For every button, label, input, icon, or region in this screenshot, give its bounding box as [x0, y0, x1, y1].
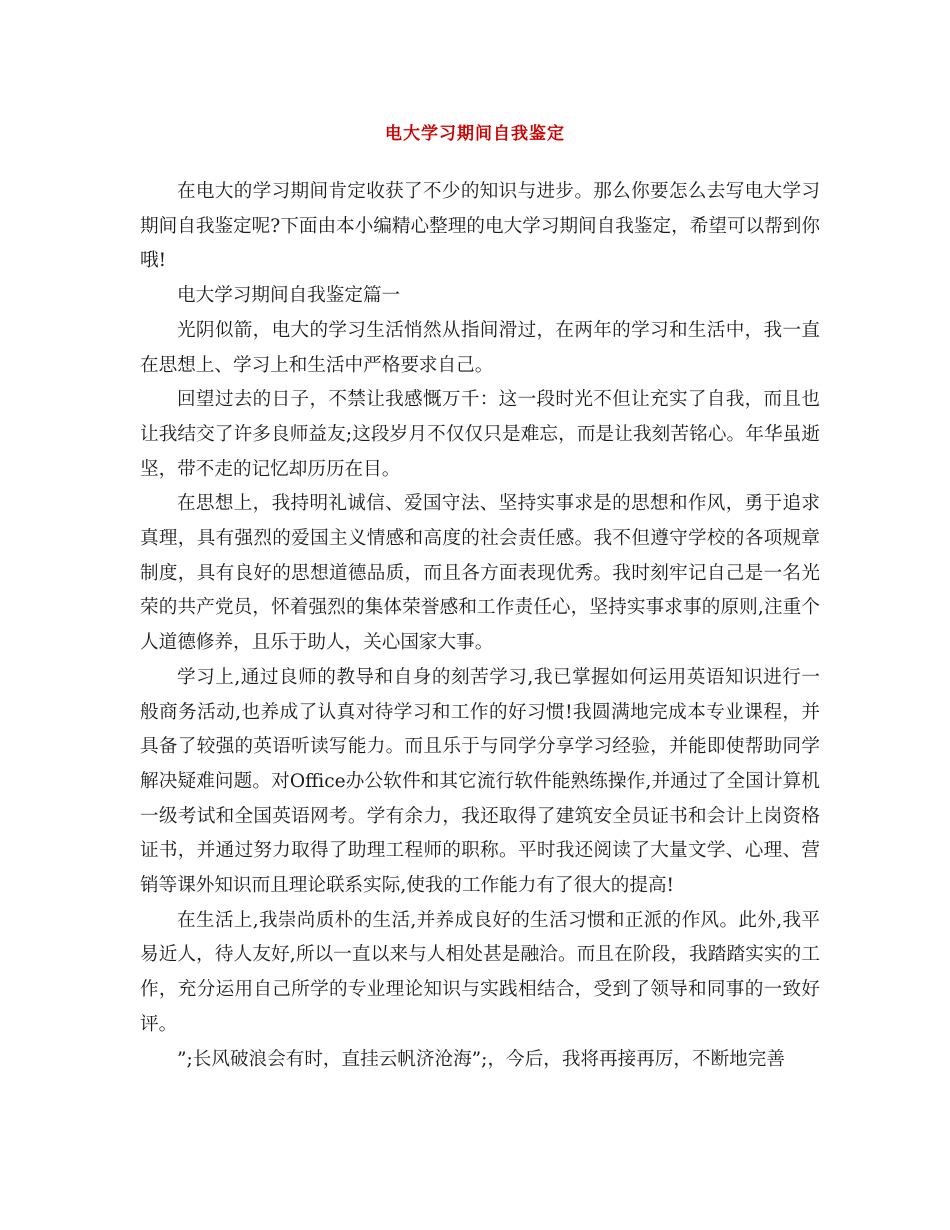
- paragraph: 光阴似箭，电大的学习生活悄然从指间滑过，在两年的学习和生活中，我一直在思想上、学习上和生活中严格要求自己。: [140, 319, 820, 376]
- paragraph: 学习上,通过良师的教导和自身的刻苦学习,我已掌握如何运用英语知识进行一般商务活动,也养成了认真对待学习和工作的好习惯!我圆满地完成本专业课程，并具备了较强的英语听读写能力。而且乐于与同学分享学习经验，并能即使帮助同学解决疑难问题。对Office办公软件和其它流行软件能熟练操作,并通过了全国计算机一级考试和全国英语网考。学有余力，我还取得了建筑安全员证书和会计上岗资格证书，并通过努力取得了助理工程师的职称。平时我还阅读了大量文学、心理、营销等课外知识而且理论联系实际,使我的工作能力有了很大的提高!: [140, 666, 820, 897]
- paragraph: 回望过去的日子，不禁让我感慨万千：这一段时光不但让充实了自我，而且也让我结交了许多良师益友;这段岁月不仅仅只是难忘，而是让我刻苦铭心。年华虽逝坚，带不走的记忆却历历在目。: [140, 389, 820, 480]
- paragraph: 在思想上，我持明礼诚信、爱国守法、坚持实事求是的思想和作风，勇于追求真理，具有强烈的爱国主义情感和高度的社会责任感。我不但遵守学校的各项规章制度，具有良好的思想道德品质，而且各方面表现优秀。我时刻牢记自己是一名光荣的共产党员，怀着强烈的集体荣誉感和工作责任心，坚持实事求事的原则,注重个人道德修养，且乐于助人，关心国家大事。: [140, 493, 820, 654]
- section-heading: 电大学习期间自我鉴定篇一: [177, 285, 401, 307]
- document-body: [140, 175, 820, 1077]
- paragraph-intro: 在电大的学习期间肯定收获了不少的知识与进步。那么你要怎么去写电大学习期间自我鉴定呢?下面由本小编精心整理的电大学习期间自我鉴定，希望可以帮到你哦!: [140, 181, 820, 272]
- paragraph: ”;长风破浪会有时，直挂云帆济沧海”;，今后，我将再接再厉，不断地完善: [177, 1048, 785, 1070]
- document-title: 电大学习期间自我鉴定: [385, 124, 565, 144]
- paragraph: 在生活上,我崇尚质朴的生活,并养成良好的生活习惯和正派的作风。此外,我平易近人，待人友好,所以一直以来与人相处甚是融洽。而且在阶段，我踏踏实实的工作，充分运用自己所学的专业理论知识与实践相结合，受到了领导和同事的一致好评。: [140, 909, 820, 1035]
